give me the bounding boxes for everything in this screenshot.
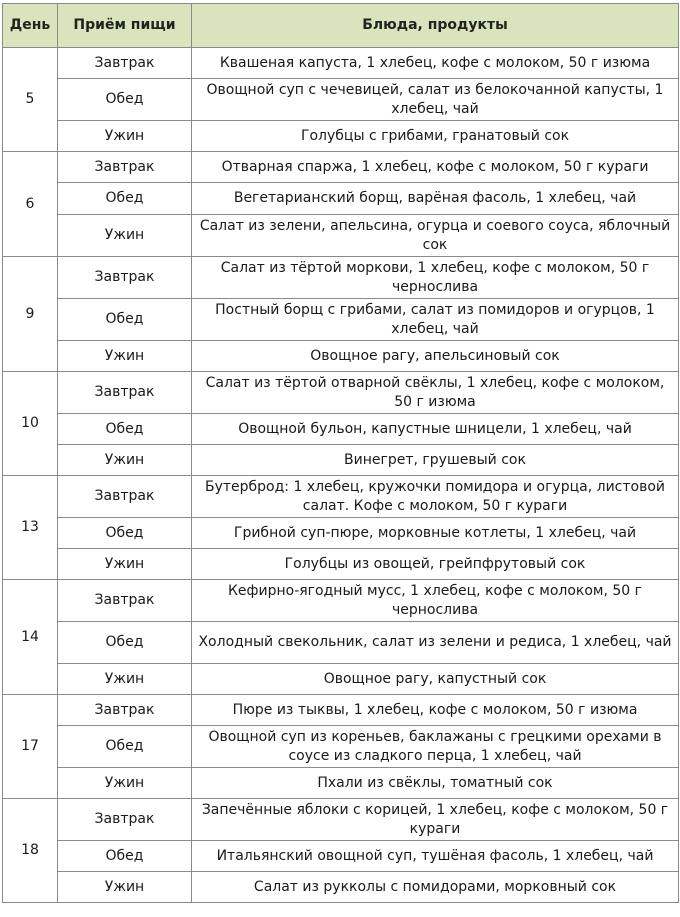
meal-food: Холодный свекольник, салат из зелени и редиса, 1 хлебец, чай <box>192 622 679 664</box>
meal-food: Голубцы с грибами, гранатовый сок <box>192 121 679 152</box>
meal-name: Обед <box>58 841 192 872</box>
table-row <box>3 299 679 341</box>
meal-food: Голубцы из овощей, грейпфрутовый сок <box>192 549 679 580</box>
meal-food: Овощное рагу, капустный сок <box>192 664 679 695</box>
meal-name: Ужин <box>58 872 192 903</box>
meal-name: Обед <box>58 518 192 549</box>
meal-food: Пхали из свёклы, томатный сок <box>192 768 679 799</box>
meal-name: Ужин <box>58 768 192 799</box>
table-row <box>3 695 679 726</box>
meal-food: Запечённые яблоки с корицей, 1 хлебец, кофе с молоком, 50 г кураги <box>192 799 679 841</box>
table-row <box>3 341 679 372</box>
meal-plan-table <box>2 3 679 903</box>
table-row <box>3 664 679 695</box>
day-number: 14 <box>3 580 58 695</box>
table-row <box>3 257 679 299</box>
day-number: 17 <box>3 695 58 799</box>
meal-name: Обед <box>58 726 192 768</box>
table-row <box>3 799 679 841</box>
meal-name: Ужин <box>58 121 192 152</box>
meal-food: Салат из рукколы с помидорами, морковный сок <box>192 872 679 903</box>
meal-name: Обед <box>58 79 192 121</box>
meal-food: Овощное рагу, апельсиновый сок <box>192 341 679 372</box>
table-row <box>3 372 679 414</box>
meal-food: Квашеная капуста, 1 хлебец, кофе с молоком, 50 г изюма <box>192 48 679 79</box>
table-row <box>3 79 679 121</box>
meal-name: Ужин <box>58 549 192 580</box>
meal-name: Завтрак <box>58 257 192 299</box>
meal-food: Бутерброд: 1 хлебец, кружочки помидора и огурца, листовой салат. Кофе с молоком, 50 г кураги <box>192 476 679 518</box>
table-row <box>3 48 679 79</box>
meal-name: Обед <box>58 414 192 445</box>
meal-food: Грибной суп-пюре, морковные котлеты, 1 хлебец, чай <box>192 518 679 549</box>
meal-food: Овощной суп из кореньев, баклажаны с грецкими орехами в соусе из сладкого перца, 1 хлебец, чай <box>192 726 679 768</box>
table-row <box>3 445 679 476</box>
table-row <box>3 580 679 622</box>
table-row <box>3 841 679 872</box>
meal-food: Винегрет, грушевый сок <box>192 445 679 476</box>
header-day: День <box>3 4 58 48</box>
table-row <box>3 622 679 664</box>
table-row <box>3 183 679 215</box>
meal-food: Овощной суп с чечевицей, салат из белокочанной капусты, 1 хлебец, чай <box>192 79 679 121</box>
day-number: 13 <box>3 476 58 580</box>
meal-food: Овощной бульон, капустные шницели, 1 хлебец, чай <box>192 414 679 445</box>
meal-name: Завтрак <box>58 48 192 79</box>
meal-name: Обед <box>58 183 192 215</box>
meal-food: Кефирно-ягодный мусс, 1 хлебец, кофе с молоком, 50 г чернослива <box>192 580 679 622</box>
meal-name: Ужин <box>58 341 192 372</box>
table-row <box>3 152 679 183</box>
day-number: 9 <box>3 257 58 372</box>
day-number: 5 <box>3 48 58 152</box>
meal-name: Завтрак <box>58 476 192 518</box>
meal-food: Салат из тёртой отварной свёклы, 1 хлебец, кофе с молоком, 50 г изюма <box>192 372 679 414</box>
meal-name: Обед <box>58 622 192 664</box>
meal-name: Ужин <box>58 664 192 695</box>
table-row <box>3 215 679 257</box>
meal-food: Пюре из тыквы, 1 хлебец, кофе с молоком, 50 г изюма <box>192 695 679 726</box>
meal-food: Вегетарианский борщ, варёная фасоль, 1 хлебец, чай <box>192 183 679 215</box>
day-number: 18 <box>3 799 58 903</box>
meal-name: Завтрак <box>58 695 192 726</box>
meal-name: Завтрак <box>58 372 192 414</box>
meal-name: Обед <box>58 299 192 341</box>
table-row <box>3 768 679 799</box>
table-row <box>3 726 679 768</box>
header-row <box>3 4 679 48</box>
table-row <box>3 549 679 580</box>
header-meal: Приём пищи <box>58 4 192 48</box>
meal-food: Салат из тёртой моркови, 1 хлебец, кофе с молоком, 50 г чернослива <box>192 257 679 299</box>
meal-food: Салат из зелени, апельсина, огурца и соевого соуса, яблочный сок <box>192 215 679 257</box>
meal-name: Завтрак <box>58 580 192 622</box>
table-row <box>3 414 679 445</box>
meal-food: Постный борщ с грибами, салат из помидоров и огурцов, 1 хлебец, чай <box>192 299 679 341</box>
table-row <box>3 121 679 152</box>
meal-name: Завтрак <box>58 799 192 841</box>
meal-name: Ужин <box>58 445 192 476</box>
day-number: 6 <box>3 152 58 257</box>
meal-name: Завтрак <box>58 152 192 183</box>
meal-name: Ужин <box>58 215 192 257</box>
header-food: Блюда, продукты <box>192 4 679 48</box>
table-row <box>3 476 679 518</box>
day-number: 10 <box>3 372 58 476</box>
meal-food: Итальянский овощной суп, тушёная фасоль, 1 хлебец, чай <box>192 841 679 872</box>
table-row <box>3 872 679 903</box>
meal-food: Отварная спаржа, 1 хлебец, кофе с молоком, 50 г кураги <box>192 152 679 183</box>
table-row <box>3 518 679 549</box>
